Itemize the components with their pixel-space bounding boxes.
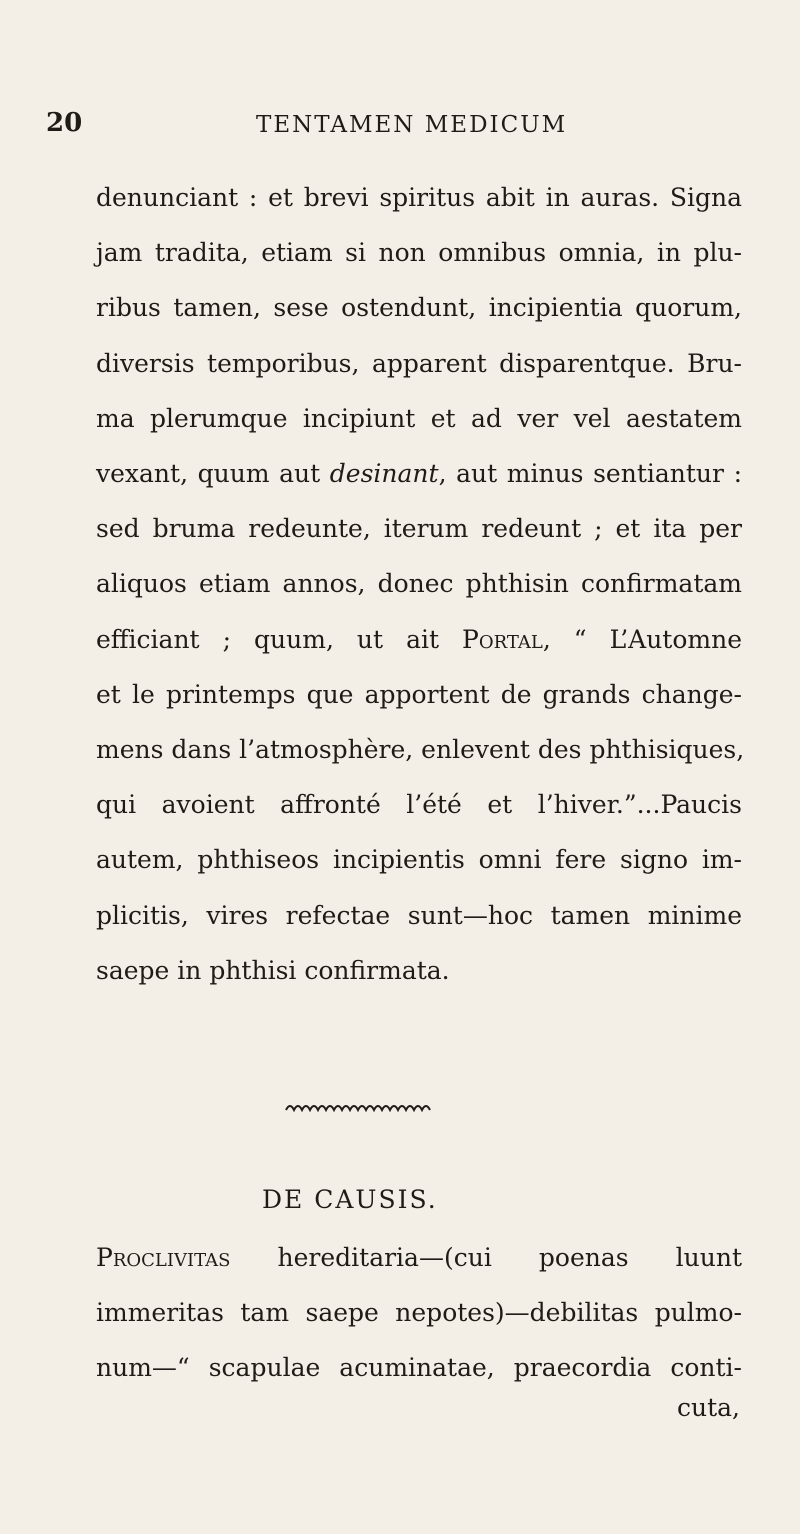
text-line: num—“ scapulae acuminatae, praecordia conti- [96, 1353, 742, 1383]
section-paragraph [96, 1230, 742, 1396]
text-line: plicitis, vires refectae sunt—hoc tamen minime [96, 900, 742, 930]
text-segment: , “ L’Automne [542, 624, 743, 654]
catchword: cuta, [676, 1393, 740, 1422]
text-line: et le printemps que apportent de grands change- [96, 679, 742, 709]
text-line: autem, phthiseos incipientis omni fere signo im- [96, 845, 742, 875]
text-line: qui avoient affronté l’été et l’hiver.”...Paucis [96, 790, 742, 820]
author-name: Portal [462, 624, 543, 654]
italic-word: desinant [329, 459, 439, 489]
lead-word: Proclivitas [96, 1243, 231, 1272]
body-paragraph [96, 170, 745, 998]
text-line: saepe in phthisi confirmata. [96, 955, 450, 985]
text-segment: efficiant ; quum, ut ait [96, 624, 440, 654]
text-line: immeritas tam saepe nepotes)—debilitas pulmo- [96, 1298, 742, 1328]
text-line: ma plerumque incipiunt et ad ver vel aestatem [96, 403, 742, 433]
text-line [96, 612, 742, 667]
text-line: ribus tamen, sese ostendunt, incipientia quorum, [96, 293, 742, 323]
text-segment: vexant, quum aut [96, 459, 321, 489]
text-line: aliquos etiam annos, donec phthisin confirmatam [96, 569, 742, 599]
text-line: diversis temporibus, apparent disparentque. Bru- [96, 348, 742, 378]
text-line: sed bruma redeunte, iterum redeunt ; et ita per [96, 514, 742, 544]
ornament-rule [284, 1100, 434, 1114]
text-line: jam tradita, etiam si non omnibus omnia, in plu- [96, 238, 742, 268]
text-line [96, 1230, 742, 1285]
running-head: TENTAMEN MEDICUM [256, 112, 568, 138]
text-segment: , aut minus sentiantur : [438, 459, 742, 489]
text-line: mens dans l’atmosphère, enlevent des phthisiques, [96, 735, 745, 765]
section-heading: DE CAUSIS. [262, 1185, 438, 1214]
text-line: denunciant : et brevi spiritus abit in auras. Signa [96, 183, 742, 212]
page-header [46, 108, 760, 148]
page-number: 20 [46, 108, 83, 138]
text-segment: hereditaria—(cui poenas luunt [230, 1243, 742, 1272]
text-line [96, 446, 742, 501]
